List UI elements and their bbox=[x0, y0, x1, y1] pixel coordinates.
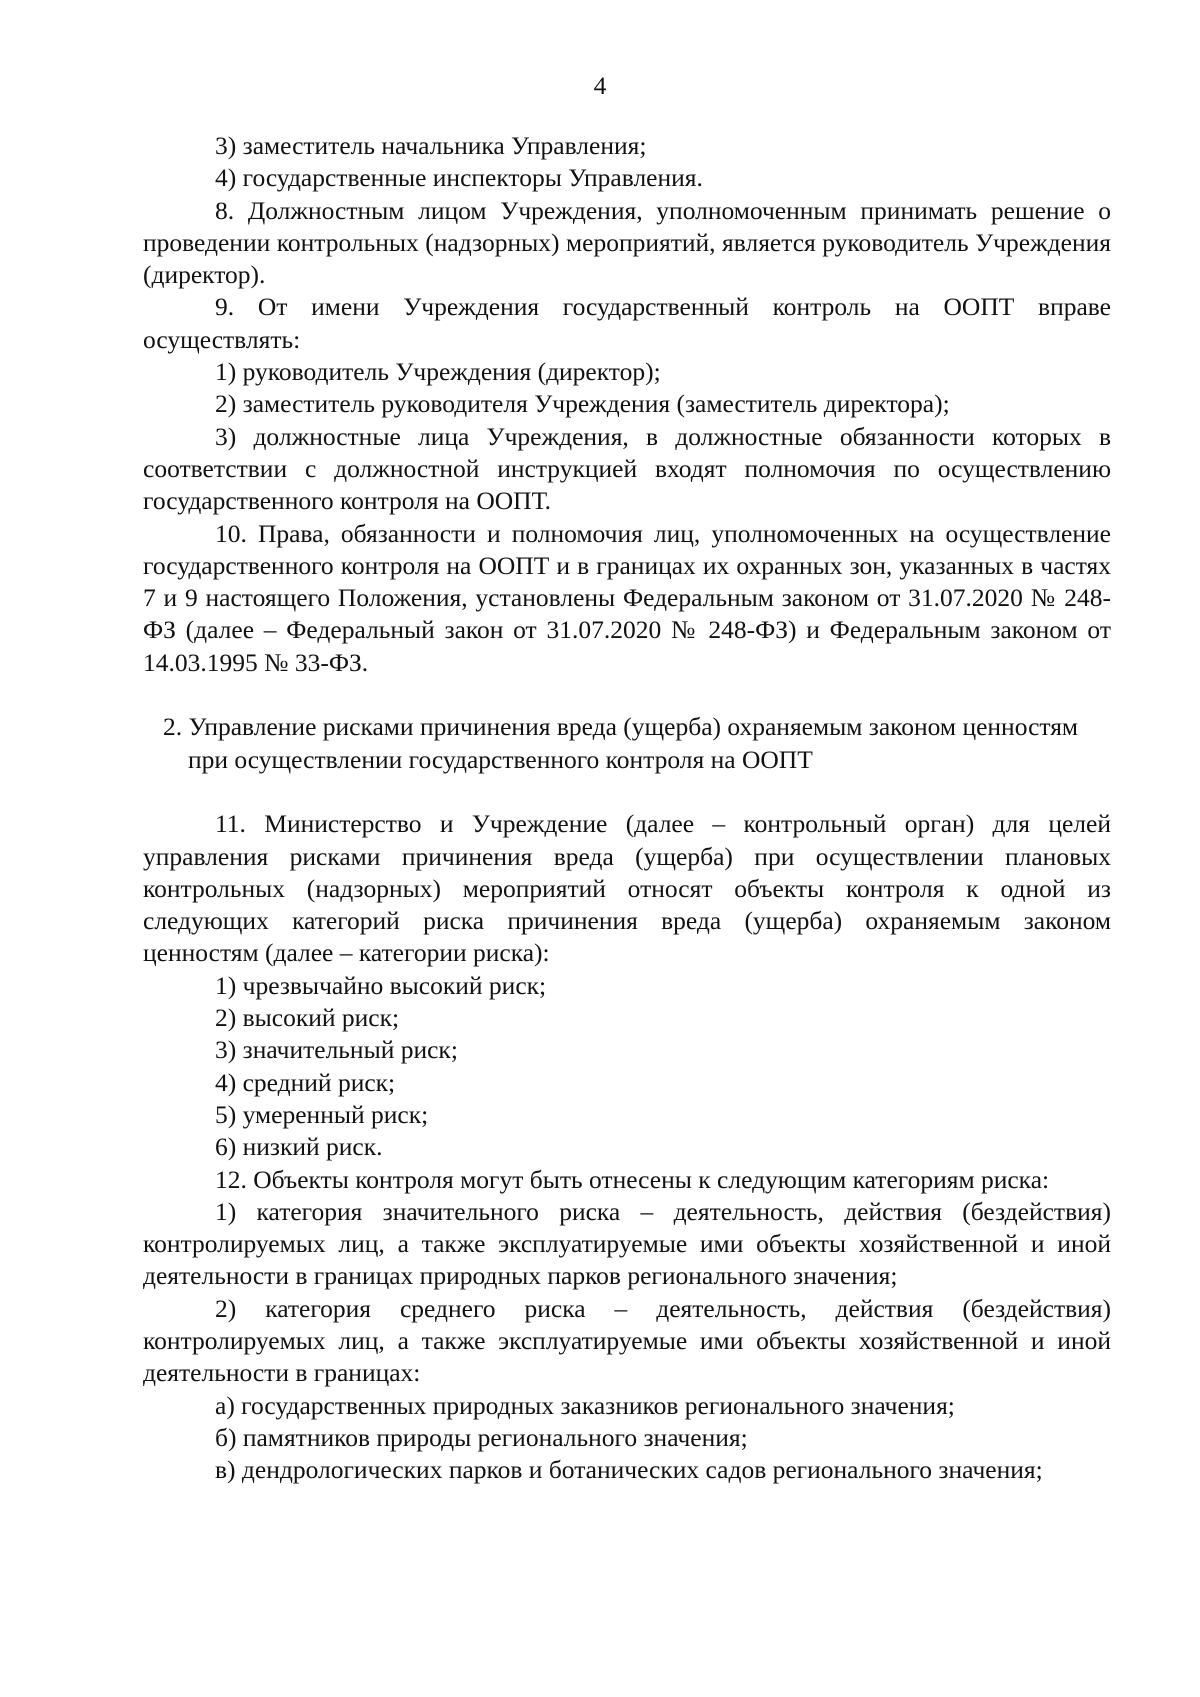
paragraph-9: 9. От имени Учреждения государственный контроль на ООПТ вправе осуществлять: bbox=[143, 292, 1111, 354]
section-heading: 2. Управление рисками причинения вреда (ущерба) охраняемым законом ценностям при осуществлении государственного контроля на ООПТ bbox=[163, 712, 1079, 774]
list-item: 2) категория среднего риска – деятельность, действия (бездействия) контролируемых лиц, а также эксплуатируемые ими объекты хозяйственной и иной деятельности в границах: bbox=[143, 1293, 1111, 1388]
list-item: 3) значительный риск; bbox=[215, 1035, 458, 1065]
list-item: 4) средний риск; bbox=[215, 1067, 396, 1097]
paragraph-8: 8. Должностным лицом Учреждения, уполномоченным принимать решение о проведении контрольных (надзорных) мероприятий, является руководитель Учреждения (директор). bbox=[143, 195, 1111, 290]
document-body bbox=[143, 130, 1111, 1486]
list-item: 4) государственные инспекторы Управления. bbox=[215, 163, 703, 193]
page-number: 4 bbox=[593, 71, 607, 100]
list-item: 2) высокий риск; bbox=[215, 1003, 400, 1033]
list-item: 3) заместитель начальника Управления; bbox=[215, 131, 647, 160]
list-item: 1) руководитель Учреждения (директор); bbox=[215, 357, 661, 387]
list-item: 1) категория значительного риска – деятельность, действия (бездействия) контролируемых лиц, а также эксплуатируемые ими объекты хозяйственной и иной деятельности в границах природных парков регионального значения; bbox=[143, 1196, 1111, 1291]
list-item: в) дендрологических парков и ботанических садов регионального значения; bbox=[215, 1455, 1043, 1485]
list-item: 3) должностные лица Учреждения, в должностные обязанности которых в соответствии с должностной инструкцией входят полномочия по осуществлению государственного контроля на ООПТ. bbox=[143, 421, 1111, 516]
list-item: 5) умеренный риск; bbox=[215, 1099, 429, 1129]
spacer bbox=[143, 776, 1111, 808]
paragraph-12: 12. Объекты контроля могут быть отнесены к следующим категориям риска: bbox=[215, 1164, 1050, 1194]
paragraph-11: 11. Министерство и Учреждение (далее – контрольный орган) для целей управления рисками причинения вреда (ущерба) при осуществлении плановых контрольных (надзорных) мероприятий относят объекты контроля к одной из следующих категорий риска причинения вреда (ущерба) охраняемым законом ценностям (далее – категории риска): bbox=[143, 809, 1111, 968]
paragraph-10: 10. Права, обязанности и полномочия лиц, уполномоченных на осуществление государственного контроля на ООПТ и в границах их охранных зон, указанных в частях 7 и 9 настоящего Положения, установлены Федеральным законом от 31.07.2020 № 248-ФЗ (далее – Федеральный закон от 31.07.2020 № 248-ФЗ) и Федеральным законом от 14.03.1995 № 33-ФЗ. bbox=[143, 518, 1111, 677]
list-item: 1) чрезвычайно высокий риск; bbox=[215, 970, 547, 1000]
list-item: 6) низкий риск. bbox=[215, 1132, 383, 1162]
spacer bbox=[143, 679, 1111, 711]
list-item: а) государственных природных заказников регионального значения; bbox=[215, 1390, 955, 1420]
list-item: 2) заместитель руководителя Учреждения (заместитель директора); bbox=[215, 389, 950, 419]
list-item: б) памятников природы регионального значения; bbox=[215, 1422, 748, 1452]
